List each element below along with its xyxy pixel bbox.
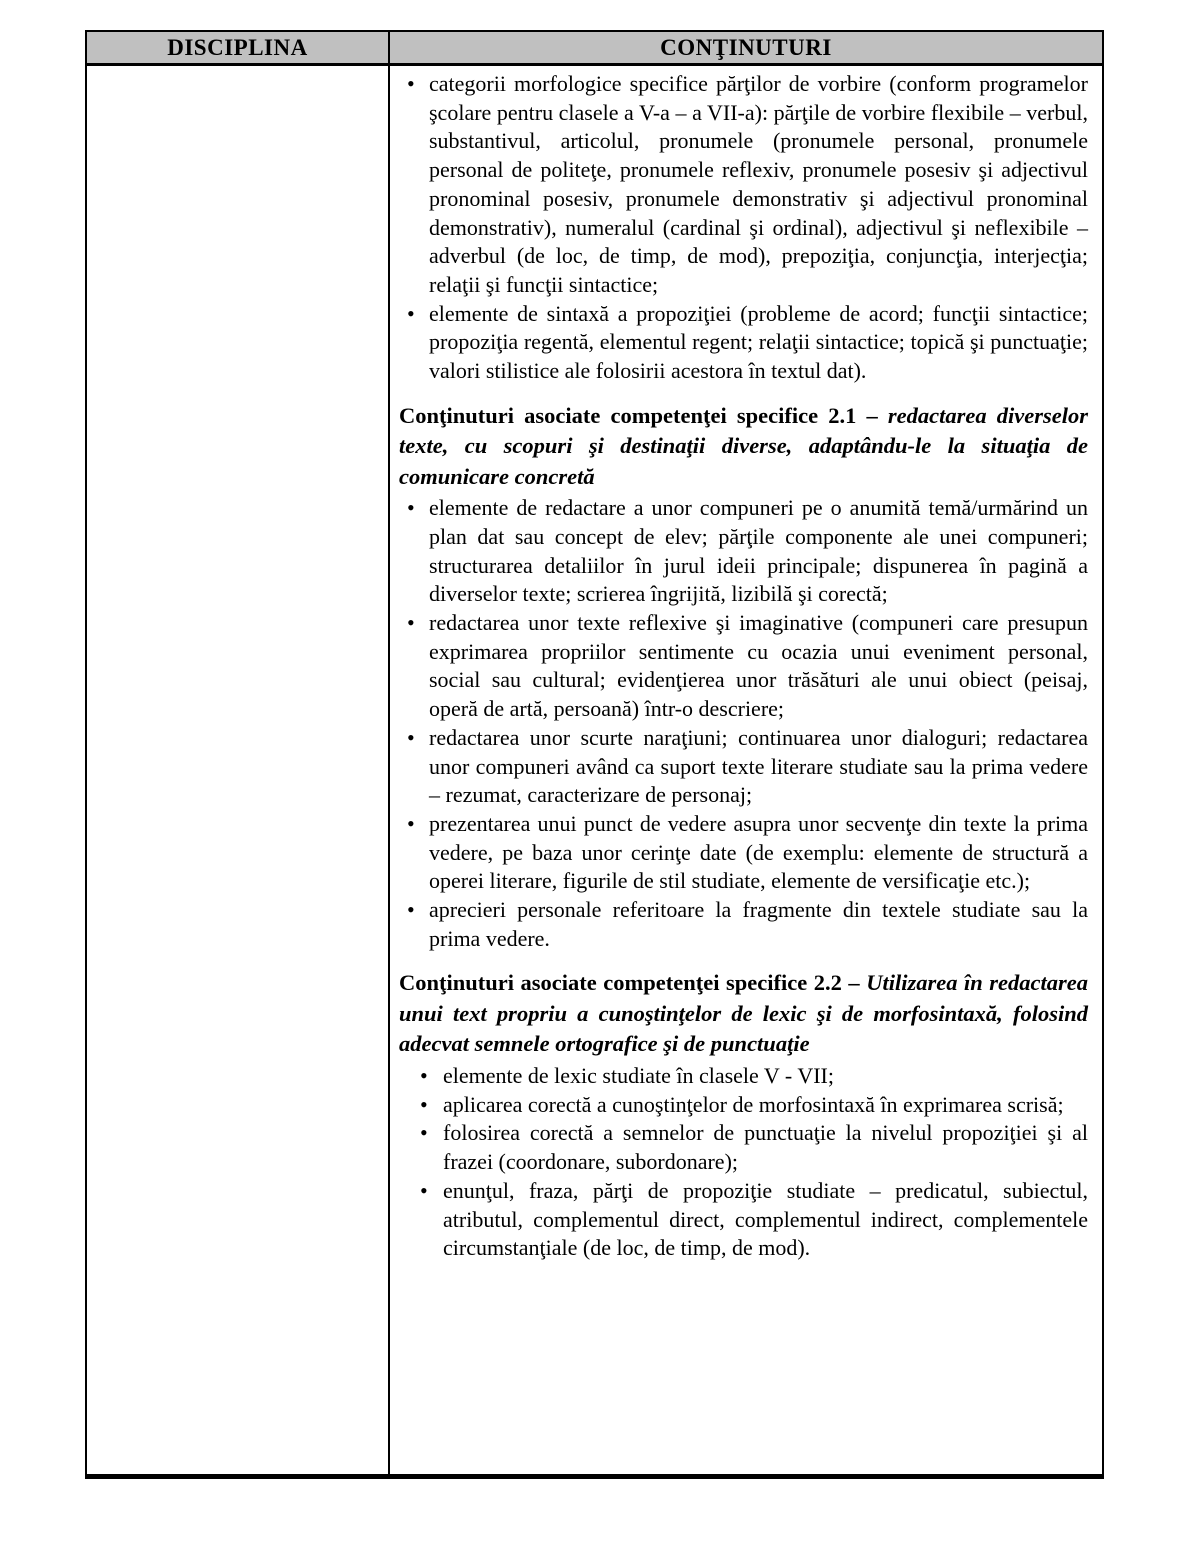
list-item: • elemente de sintaxă a propoziţiei (probleme de acord; funcţii sintactice; propoziţia regentă, elementul regent; relaţii sintactice; topică şi punctuaţie; valori stilistice ale folosirii acestora în textul dat). [399,300,1088,386]
header-cell-disciplina: DISCIPLINA [87,32,390,63]
morphology-syntax-list [399,70,1088,386]
heading-italic-text: Utilizarea în redactarea unui text propriu a cunoştinţelor de lexic şi de morfosintaxă, folosind adecvat semnele ortografice şi de punctuaţie [399,970,1088,1057]
list-item: • elemente de lexic studiate în clasele V - VII; [399,1062,1088,1091]
table-header-row [87,32,1102,66]
redactare-list [399,494,1088,953]
heading-italic-text: redactarea diverselor texte, cu scopuri şi destinaţii diverse, adaptându-le la situaţia de comunicare concretă [399,402,1088,489]
list-item: • folosirea corectă a semnelor de punctuaţie la nivelul propoziţiei şi al frazei (coordonare, subordonare); [399,1119,1088,1176]
lexic-morfosintaxa-list [399,1062,1088,1263]
section-heading-2-1 [399,401,1088,493]
heading-bold-text: Conţinuturi asociate competenţei specifice 2.1 – [399,402,888,428]
list-item: • redactarea unor texte reflexive şi imaginative (compuneri care presupun exprimarea propriilor sentimente cu ocazia unui eveniment personal, social sau cultural; evidenţierea unor trăsături ale unui obiect (peisaj, operă de artă, persoană) într-o descriere; [399,609,1088,724]
disciplina-cell [87,66,390,1474]
curriculum-table [85,30,1104,1479]
header-cell-continuturi: CONŢINUTURI [660,35,832,60]
list-item: • aplicarea corectă a cunoştinţelor de morfosintaxă în exprimarea scrisă; [399,1091,1088,1120]
section-heading-2-2 [399,968,1088,1060]
list-item: • aprecieri personale referitoare la fragmente din textele studiate sau la prima vedere. [399,896,1088,953]
list-item: • prezentarea unui punct de vedere asupra unor secvenţe din texte la prima vedere, pe baza unor cerinţe date (de exemplu: elemente de structură a operei literare, figurile de stil studiate, elemente de versificaţie etc.); [399,810,1088,896]
continuturi-cell [390,66,1102,1474]
list-item: • categorii morfologice specifice părţilor de vorbire (conform programelor şcolare pentru clasele a V-a – a VII-a): părţile de vorbire flexibile – verbul, substantivul, articolul, pronumele (pronumele personal, pronumele personal de politeţe, pronumele reflexiv, pronumele posesiv şi adjectivul pronominal posesiv, pronumele demonstrativ şi adjectivul pronominal demonstrativ), numeralul (cardinal şi ordinal), adjectivul şi neflexibile – adverbul (de loc, de timp, de mod), prepoziţia, conjuncţia, interjecţia; relaţii şi funcţii sintactice; [399,70,1088,300]
list-item: • elemente de redactare a unor compuneri pe o anumită temă/urmărind un plan dat sau concept de elev; părţile componente ale unei compuneri; structurarea detaliilor în jurul ideii principale; dispunerea în pagină a diverselor texte; scrierea îngrijită, lizibilă şi corectă; [399,494,1088,609]
list-item: • redactarea unor scurte naraţiuni; continuarea unor dialoguri; redactarea unor compuneri având ca suport texte literare studiate sau la prima vedere – rezumat, caracterizare de personaj; [399,724,1088,810]
table-body-row [87,66,1102,1474]
heading-bold-text: Conţinuturi asociate competenţei specifice 2.2 – [399,970,867,996]
list-item: • enunţul, fraza, părţi de propoziţie studiate – predicatul, subiectul, atributul, complementul direct, complementul indirect, complementele circumstanţiale (de loc, de timp, de mod). [399,1177,1088,1263]
